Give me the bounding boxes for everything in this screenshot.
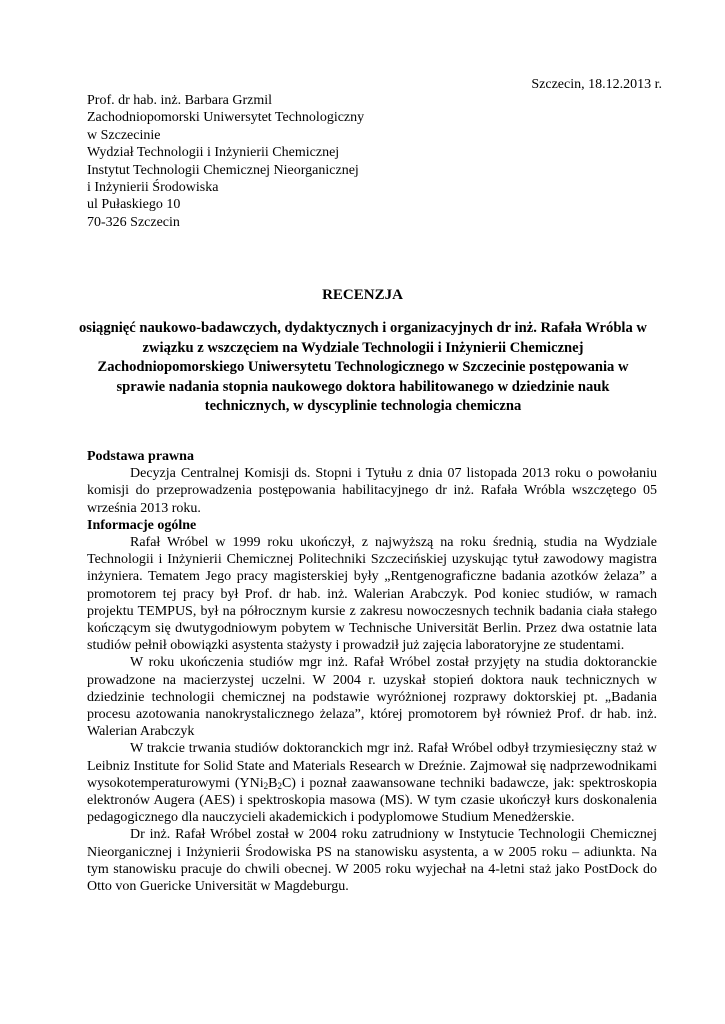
general-info-paragraph-2: W roku ukończenia studiów mgr inż. Rafał Wróbel został przyjęty na studia doktoranckie prowadzone na macierzystej uczelni. W 2004 r. uzyskał stopień doktora nauk technicznych w dziedzinie technologii chemicznej na podstawie wyróżnionej rozprawy doktorskiej pt. „Badania procesu azotowania nanokrystalicznego żelaza”, której promotorem był również Prof. dr hab. inż. Walerian Arabczyk bbox=[87, 655, 657, 740]
general-info-paragraph-1: Rafał Wróbel w 1999 roku ukończył, z najwyższą na roku średnią, studia na Wydziale Technologii i Inżynierii Chemicznej Politechniki Szczecińskiej uzyskując tytuł zawodowy magistra inżyniera. Tematem Jego pracy magisterskiej były „Rentgenograficzne badania azotków żelaza” a promotorem tej pracy był Prof. dr hab. inż. Walerian Arabczyk. Pod koniec studiów, w ramach projektu TEMPUS, był na półrocznym kursie z zakresu nowoczesnych technik badania ciała stałego kończącym się dwutygodniowym pobytem w Technische Universität Berlin. Przez dwa ostatnie lata studiów pełnił obowiązki asystenta stażysty i prowadził już zajęcia laboratoryjne ze studentami. bbox=[87, 535, 657, 654]
section-heading-legal-basis: Podstawa prawna bbox=[87, 449, 194, 464]
recipient-address bbox=[87, 92, 364, 231]
address-line-city: w Szczecinie bbox=[87, 127, 161, 143]
address-line-institute: Instytut Technologii Chemicznej Nieorganicznej bbox=[87, 162, 359, 178]
legal-basis-paragraph: Decyzja Centralnej Komisji ds. Stopni i Tytułu z dnia 07 listopada 2013 roku o powołaniu komisji do przeprowadzenia postępowania habilitacyjnego dr inż. Rafała Wróbla wszczętego 05 września 2013 roku. bbox=[87, 466, 657, 516]
letter-date: Szczecin, 18.12.2013 r. bbox=[531, 77, 662, 92]
section-heading-general-info: Informacje ogólne bbox=[87, 517, 197, 533]
subscript-b: 2 bbox=[277, 780, 282, 791]
p3-text-boron: B bbox=[268, 775, 278, 791]
subscript-ni: 2 bbox=[263, 780, 269, 791]
general-info-paragraph-4: Dr inż. Rafał Wróbel został w 2004 roku zatrudniony w Instytucie Technologii Chemicznej Nieorganicznej i Inżynierii Środowiska PS na stanowisku asystenta, a w 2005 roku – adiunkta. Na tym stanowisku pracuje do chwili obecnej. W 2005 roku wyjechał na 4-letni staż jako PostDock do Otto von Guericke Universität w Magdeburgu. bbox=[87, 827, 657, 895]
address-line-faculty: Wydział Technologii i Inżynierii Chemicznej bbox=[87, 145, 340, 161]
document-body bbox=[87, 448, 657, 895]
address-line-university: Zachodniopomorski Uniwersytet Technologiczny bbox=[87, 110, 365, 126]
address-line-postal: 70-326 Szczecin bbox=[87, 214, 180, 230]
p3-text-after: C) i poznał zaawansowane techniki badawcze, jak: spektroskopia elektronów Augera (AES) i spektroskopia masowa (MS). W tym czasie ukończył kurs doskonalenia pedagogicznego dla nauczycieli akademickich i podyplomowe Studium Menedżerskie. bbox=[87, 775, 657, 826]
document-title: RECENZJA bbox=[322, 287, 403, 303]
document-subtitle: osiągnięć naukowo-badawczych, dydaktycznych i organizacyjnych dr inż. Rafała Wróbla w związku z wszczęciem na Wydziale Technologii i Inżynierii Chemicznej Zachodniopomorskiego Uniwersytetu Technologicznego w Szczecinie postępowania w sprawie nadania stopnia naukowego doktora habilitowanego w dziedzinie nauk technicznych, w dyscyplinie technologia chemiczna bbox=[79, 320, 647, 414]
address-line-name: Prof. dr hab. inż. Barbara Grzmil bbox=[87, 93, 273, 108]
general-info-paragraph-3 bbox=[87, 740, 657, 826]
address-line-street: ul Pułaskiego 10 bbox=[87, 197, 181, 213]
p3-text-before: W trakcie trwania studiów doktoranckich mgr inż. Rafał Wróbel odbył trzymiesięczny staż w Leibniz Institute for Solid State and Materials Research w Dreźnie. Zajmował się nadprzewodnikami wysokotemperaturowymi (YNi bbox=[87, 741, 657, 791]
address-line-institute-cont: i Inżynierii Środowiska bbox=[87, 180, 219, 196]
